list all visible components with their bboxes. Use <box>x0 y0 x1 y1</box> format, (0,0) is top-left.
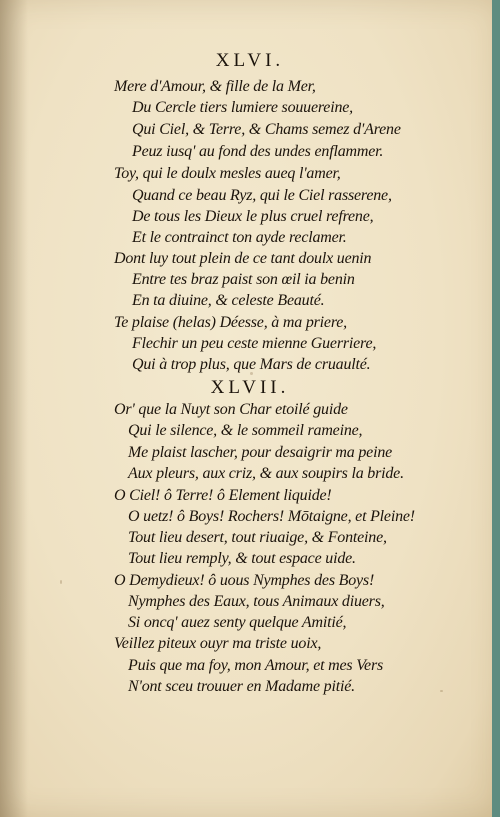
verse-line: O Ciel! ô Terre! ô Element liquide! <box>114 487 332 504</box>
verse-line: Me plaist lascher, pour desaigrir ma peine <box>128 444 393 461</box>
verse-line: Aux pleurs, aux criz, & aux soupirs la bride. <box>128 465 404 482</box>
verse-line: O Demydieux! ô uous Nymphes des Boys! <box>114 572 375 589</box>
verse-line: Du Cercle tiers lumiere souuereine, <box>132 99 353 116</box>
verse-line: O uetz! ô Boys! Rochers! Mōtaigne, et Pleine! <box>128 508 415 525</box>
verse-line: Dont luy tout plein de ce tant doulx uenin <box>114 250 372 267</box>
verse-line: En ta diuine, & celeste Beauté. <box>132 292 325 309</box>
verse-line: Flechir un peu ceste mienne Guerriere, <box>132 335 377 352</box>
poem-number-46: XLVI. <box>215 50 285 71</box>
verse-line: Qui Ciel, & Terre, & Chams semez d'Arene <box>132 121 401 138</box>
verse-line: Peuz iusq' au fond des undes enflammer. <box>132 143 384 160</box>
poem-number-47: XLVII. <box>210 377 290 398</box>
verse-line: Puis que ma foy, mon Amour, et mes Vers <box>128 657 383 674</box>
verse-line: Te plaise (helas) Déesse, à ma priere, <box>114 314 347 331</box>
verse-line: Veillez piteux ouyr ma triste uoix, <box>114 635 322 652</box>
verse-line: Qui le silence, & le sommeil rameine, <box>128 422 363 439</box>
verse-line: De tous les Dieux le plus cruel refrene, <box>132 208 374 225</box>
verse-line: Quand ce beau Ryz, qui le Ciel rasserene, <box>132 187 392 204</box>
verse-line: Entre tes braz paist son œil ia benin <box>132 271 355 288</box>
verse-line: Si oncq' auez senty quelque Amitié, <box>128 614 347 631</box>
verse-line: Mere d'Amour, & fille de la Mer, <box>114 78 316 95</box>
verse-line: Et le contrainct ton ayde reclamer. <box>132 229 347 246</box>
verse-line: Tout lieu remply, & tout espace uide. <box>128 550 356 567</box>
verse-line: N'ont sceu trouuer en Madame pitié. <box>128 678 355 695</box>
verse-line: Qui à trop plus, que Mars de cruaulté. <box>132 356 371 373</box>
verse-line: Nymphes des Eaux, tous Animaux diuers, <box>128 593 385 610</box>
verse-line: Toy, qui le doulx mesles aueq l'amer, <box>114 165 341 182</box>
verse-line: Or' que la Nuyt son Char etoilé guide <box>114 401 348 418</box>
verse-line: Tout lieu desert, tout riuaige, & Fonteine, <box>128 529 387 546</box>
